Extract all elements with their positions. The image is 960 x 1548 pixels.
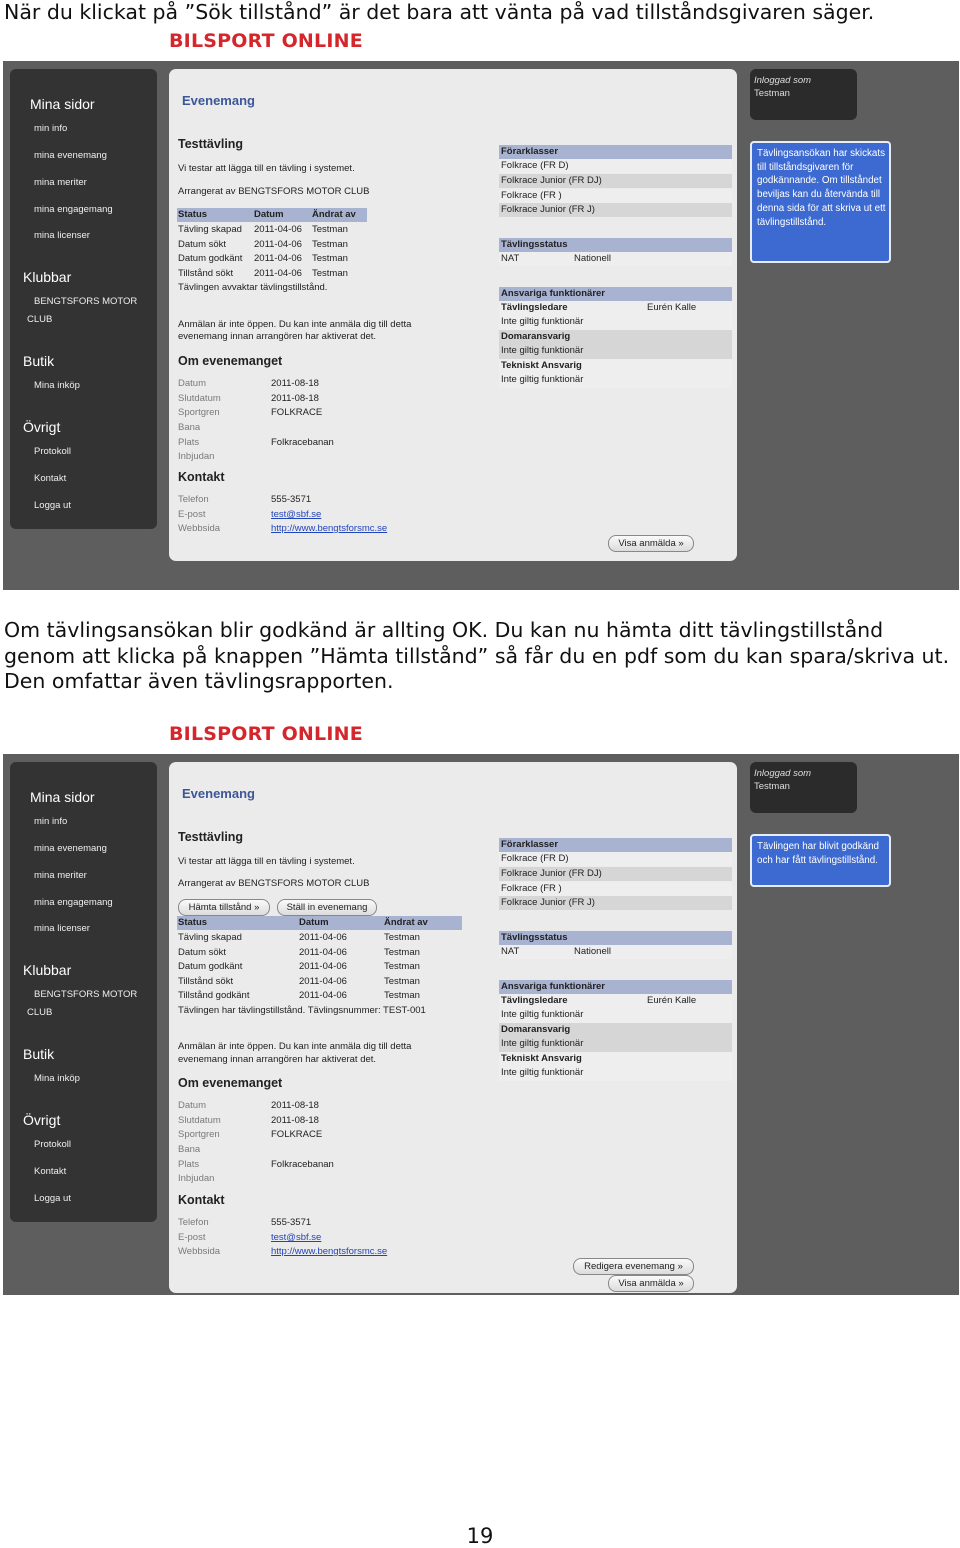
- status-row-user: Testman: [384, 932, 420, 943]
- nav-item-kontakt[interactable]: Kontakt: [34, 1166, 67, 1177]
- info-note: Tävlingen har blivit godkänd och har fått tävlingstillstånd.: [750, 834, 891, 887]
- classes-title: Förarklasser: [501, 146, 559, 157]
- nav-heading-ovrigt: Övrigt: [23, 1112, 61, 1128]
- login-user: Testman: [754, 88, 790, 99]
- nav-item-club[interactable]: BENGTSFORS MOTOR: [34, 296, 138, 307]
- role-invalid: Inte giltig funktionär: [501, 316, 584, 327]
- about-label-slutdatum: Slutdatum: [178, 1115, 221, 1126]
- class-item: Folkrace (FR D): [501, 160, 569, 171]
- sidebar: [10, 762, 157, 1222]
- nav-item-kontakt[interactable]: Kontakt: [34, 473, 67, 484]
- login-box: [750, 69, 857, 120]
- status-row-user: Testman: [384, 961, 420, 972]
- nav-item-mina-evenemang[interactable]: mina evenemang: [34, 150, 107, 161]
- contact-label-epost: E-post: [178, 509, 206, 520]
- app-stage: [3, 61, 959, 590]
- nav-item-protokoll[interactable]: Protokoll: [34, 446, 71, 457]
- role-leader-name: Eurén Kalle: [647, 995, 697, 1006]
- status-col-status: Status: [178, 917, 208, 928]
- registration-note-2: evenemang innan arrangören har aktiverat det.: [178, 1054, 377, 1065]
- status-col-datum: Datum: [299, 917, 329, 928]
- event-panel: [169, 762, 737, 1293]
- comp-status-code: NAT: [501, 253, 520, 264]
- class-item: Folkrace Junior (FR DJ): [501, 868, 602, 879]
- status-row-date: 2011-04-06: [254, 253, 302, 264]
- visa-anmalda-button[interactable]: Visa anmälda »: [608, 535, 694, 552]
- status-row-date: 2011-04-06: [299, 961, 347, 972]
- about-title: Om evenemanget: [178, 354, 283, 368]
- status-row-user: Testman: [384, 947, 420, 958]
- nav-item-club[interactable]: BENGTSFORS MOTOR: [34, 989, 138, 1000]
- role-tekniskt-ansvarig: Tekniskt Ansvarig: [501, 360, 582, 371]
- nav-heading-ovrigt: Övrigt: [23, 419, 61, 435]
- event-organizer: Arrangerat av BENGTSFORS MOTOR CLUB: [178, 186, 370, 197]
- role-tavlingsledare: Tävlingsledare: [501, 995, 568, 1006]
- nav-heading-mina-sidor: Mina sidor: [30, 789, 95, 805]
- about-value-sportgren: FOLKRACE: [271, 407, 323, 418]
- sidebar: [10, 69, 157, 529]
- hamta-tillstand-button[interactable]: Hämta tillstånd »: [178, 899, 270, 916]
- about-value-plats: Folkracebanan: [271, 1159, 334, 1170]
- comp-status-title: Tävlingsstatus: [501, 239, 568, 250]
- status-row-date: 2011-04-06: [254, 224, 302, 235]
- status-col-andrat: Ändrat av: [312, 209, 356, 220]
- classes-title: Förarklasser: [501, 839, 559, 850]
- role-invalid: Inte giltig funktionär: [501, 1038, 584, 1049]
- about-label-plats: Plats: [178, 437, 200, 448]
- middle-text: Om tävlingsansökan blir godkänd är allting OK. Du kan nu hämta ditt tävlingstillstånd genom att klicka på knappen ”Hämta tillstånd” så får du en pdf som du kan spara/skriva ut. Den omfattar även tävlingsrapporten.: [4, 618, 950, 693]
- about-value-datum: 2011-08-18: [271, 378, 319, 389]
- role-invalid: Inte giltig funktionär: [501, 1067, 584, 1078]
- status-row-user: Testman: [312, 239, 348, 250]
- status-row-user: Testman: [312, 224, 348, 235]
- brand-logo[interactable]: BILSPORT ONLINE: [169, 723, 363, 745]
- stall-in-evenemang-button[interactable]: Ställ in evenemang: [277, 899, 377, 916]
- registration-note-2: evenemang innan arrangören har aktiverat det.: [178, 331, 377, 342]
- contact-email-link[interactable]: test@sbf.se: [271, 509, 322, 520]
- about-label-datum: Datum: [178, 1100, 206, 1111]
- login-box: [750, 762, 857, 813]
- event-panel: [169, 69, 737, 561]
- contact-web-link[interactable]: http://www.bengtsforsmc.se: [271, 523, 388, 534]
- status-row-label: Tillstånd sökt: [178, 976, 234, 987]
- comp-status-value: Nationell: [574, 253, 611, 264]
- event-name: Testtävling: [178, 830, 244, 844]
- nav-item-protokoll[interactable]: Protokoll: [34, 1139, 71, 1150]
- brand-logo[interactable]: BILSPORT ONLINE: [169, 30, 363, 52]
- status-row-date: 2011-04-06: [254, 239, 302, 250]
- status-row-date: 2011-04-06: [299, 976, 347, 987]
- about-label-slutdatum: Slutdatum: [178, 393, 221, 404]
- status-row-date: 2011-04-06: [299, 947, 347, 958]
- nav-item-mina-inkop[interactable]: Mina inköp: [34, 380, 80, 391]
- contact-title: Kontakt: [178, 1193, 225, 1207]
- page-number: 19: [466, 1524, 494, 1548]
- status-row-label: Datum godkänt: [178, 961, 243, 972]
- section-title: Evenemang: [182, 93, 255, 108]
- status-row-label: Tävling skapad: [178, 224, 242, 235]
- role-leader-name: Eurén Kalle: [647, 302, 697, 313]
- status-line: Tävlingen har tävlingstillstånd. Tävlingsnummer: TEST-001: [178, 1005, 426, 1016]
- status-row-label: Datum sökt: [178, 947, 227, 958]
- about-value-slutdatum: 2011-08-18: [271, 1115, 319, 1126]
- role-tekniskt-ansvarig: Tekniskt Ansvarig: [501, 1053, 582, 1064]
- status-col-datum: Datum: [254, 209, 284, 220]
- status-row-label: Tillstånd godkänt: [178, 990, 250, 1001]
- class-item: Folkrace (FR ): [501, 883, 562, 894]
- class-item: Folkrace (FR D): [501, 853, 569, 864]
- status-row-date: 2011-04-06: [299, 932, 347, 943]
- status-row-user: Testman: [384, 990, 420, 1001]
- nav-item-mina-licenser[interactable]: mina licenser: [34, 230, 90, 241]
- role-invalid: Inte giltig funktionär: [501, 345, 584, 356]
- class-item: Folkrace Junior (FR DJ): [501, 175, 602, 186]
- login-user: Testman: [754, 781, 790, 792]
- status-row-label: Datum godkänt: [178, 253, 243, 264]
- nav-heading-mina-sidor: Mina sidor: [30, 96, 95, 112]
- status-row-label: Datum sökt: [178, 239, 227, 250]
- registration-note: Anmälan är inte öppen. Du kan inte anmäla dig till detta: [178, 1041, 412, 1052]
- officials-title: Ansvariga funktionärer: [501, 288, 605, 299]
- contact-label-webbsida: Webbsida: [178, 523, 221, 534]
- status-row-user: Testman: [312, 268, 348, 279]
- contact-email-link[interactable]: test@sbf.se: [271, 1232, 322, 1243]
- about-label-inbjudan: Inbjudan: [178, 451, 215, 462]
- status-col-andrat: Ändrat av: [384, 917, 428, 928]
- nav-item-club-line2[interactable]: CLUB: [27, 1007, 53, 1018]
- status-row-label: Tillstånd sökt: [178, 268, 234, 279]
- nav-item-club-line2[interactable]: CLUB: [27, 314, 53, 325]
- about-label-bana: Bana: [178, 422, 201, 433]
- nav-item-mina-inkop[interactable]: Mina inköp: [34, 1073, 80, 1084]
- contact-title: Kontakt: [178, 470, 225, 484]
- about-label-plats: Plats: [178, 1159, 200, 1170]
- role-invalid: Inte giltig funktionär: [501, 1009, 584, 1020]
- status-row-date: 2011-04-06: [299, 990, 347, 1001]
- about-label-bana: Bana: [178, 1144, 201, 1155]
- event-organizer: Arrangerat av BENGTSFORS MOTOR CLUB: [178, 878, 370, 889]
- about-label-sportgren: Sportgren: [178, 1129, 220, 1140]
- about-label-inbjudan: Inbjudan: [178, 1173, 215, 1184]
- registration-note: Anmälan är inte öppen. Du kan inte anmäla dig till detta: [178, 319, 412, 330]
- about-label-sportgren: Sportgren: [178, 407, 220, 418]
- contact-label-telefon: Telefon: [178, 494, 209, 505]
- nav-item-min-info[interactable]: min info: [34, 123, 68, 134]
- status-line: Tävlingen avvaktar tävlingstillstånd.: [178, 282, 328, 293]
- event-name: Testtävling: [178, 137, 244, 151]
- about-value-slutdatum: 2011-08-18: [271, 393, 319, 404]
- nav-item-logga-ut[interactable]: Logga ut: [34, 500, 71, 511]
- status-row-user: Testman: [312, 253, 348, 264]
- status-row-date: 2011-04-06: [254, 268, 302, 279]
- contact-label-webbsida: Webbsida: [178, 1246, 221, 1257]
- contact-label-epost: E-post: [178, 1232, 206, 1243]
- nav-heading-klubbar: Klubbar: [23, 269, 72, 285]
- class-item: Folkrace Junior (FR J): [501, 204, 595, 215]
- app-stage: [3, 754, 959, 1295]
- status-row-user: Testman: [384, 976, 420, 987]
- contact-web-link[interactable]: http://www.bengtsforsmc.se: [271, 1246, 388, 1257]
- event-description: Vi testar att lägga till en tävling i systemet.: [178, 163, 355, 174]
- nav-item-mina-meriter[interactable]: mina meriter: [34, 870, 87, 881]
- role-domaransvarig: Domaransvarig: [501, 1024, 571, 1035]
- nav-item-min-info[interactable]: min info: [34, 816, 68, 827]
- class-item: Folkrace (FR ): [501, 190, 562, 201]
- nav-item-mina-engagemang[interactable]: mina engagemang: [34, 897, 113, 908]
- nav-item-mina-engagemang[interactable]: mina engagemang: [34, 204, 113, 215]
- class-item: Folkrace Junior (FR J): [501, 897, 595, 908]
- contact-phone: 555-3571: [271, 494, 312, 505]
- about-label-datum: Datum: [178, 378, 206, 389]
- intro-text: När du klickat på ”Sök tillstånd” är det bara att vänta på vad tillståndsgivaren säger.: [4, 0, 875, 24]
- info-note: Tävlingsansökan har skickats till tillståndsgivaren för godkännande. Om tillståndet beviljas kan du återvända till denna sida för att skriva ut ett tävlingstillstånd.: [750, 141, 891, 263]
- comp-status-value: Nationell: [574, 946, 611, 957]
- role-tavlingsledare: Tävlingsledare: [501, 302, 568, 313]
- status-row-label: Tävling skapad: [178, 932, 242, 943]
- status-col-status: Status: [178, 209, 208, 220]
- about-value-datum: 2011-08-18: [271, 1100, 319, 1111]
- nav-heading-butik: Butik: [23, 1046, 55, 1062]
- contact-phone: 555-3571: [271, 1217, 312, 1228]
- login-label: Inloggad som: [754, 75, 812, 86]
- about-value-sportgren: FOLKRACE: [271, 1129, 323, 1140]
- role-domaransvarig: Domaransvarig: [501, 331, 571, 342]
- redigera-evenemang-button[interactable]: Redigera evenemang »: [573, 1258, 694, 1275]
- nav-heading-butik: Butik: [23, 353, 55, 369]
- officials-title: Ansvariga funktionärer: [501, 981, 605, 992]
- event-description: Vi testar att lägga till en tävling i systemet.: [178, 856, 355, 867]
- visa-anmalda-button[interactable]: Visa anmälda »: [608, 1275, 694, 1292]
- about-value-plats: Folkracebanan: [271, 437, 334, 448]
- section-title: Evenemang: [182, 786, 255, 801]
- nav-item-mina-licenser[interactable]: mina licenser: [34, 923, 90, 934]
- login-label: Inloggad som: [754, 768, 812, 779]
- comp-status-title: Tävlingsstatus: [501, 932, 568, 943]
- nav-heading-klubbar: Klubbar: [23, 962, 72, 978]
- nav-item-mina-meriter[interactable]: mina meriter: [34, 177, 87, 188]
- contact-label-telefon: Telefon: [178, 1217, 209, 1228]
- nav-item-logga-ut[interactable]: Logga ut: [34, 1193, 71, 1204]
- comp-status-code: NAT: [501, 946, 520, 957]
- role-invalid: Inte giltig funktionär: [501, 374, 584, 385]
- about-title: Om evenemanget: [178, 1076, 283, 1090]
- nav-item-mina-evenemang[interactable]: mina evenemang: [34, 843, 107, 854]
